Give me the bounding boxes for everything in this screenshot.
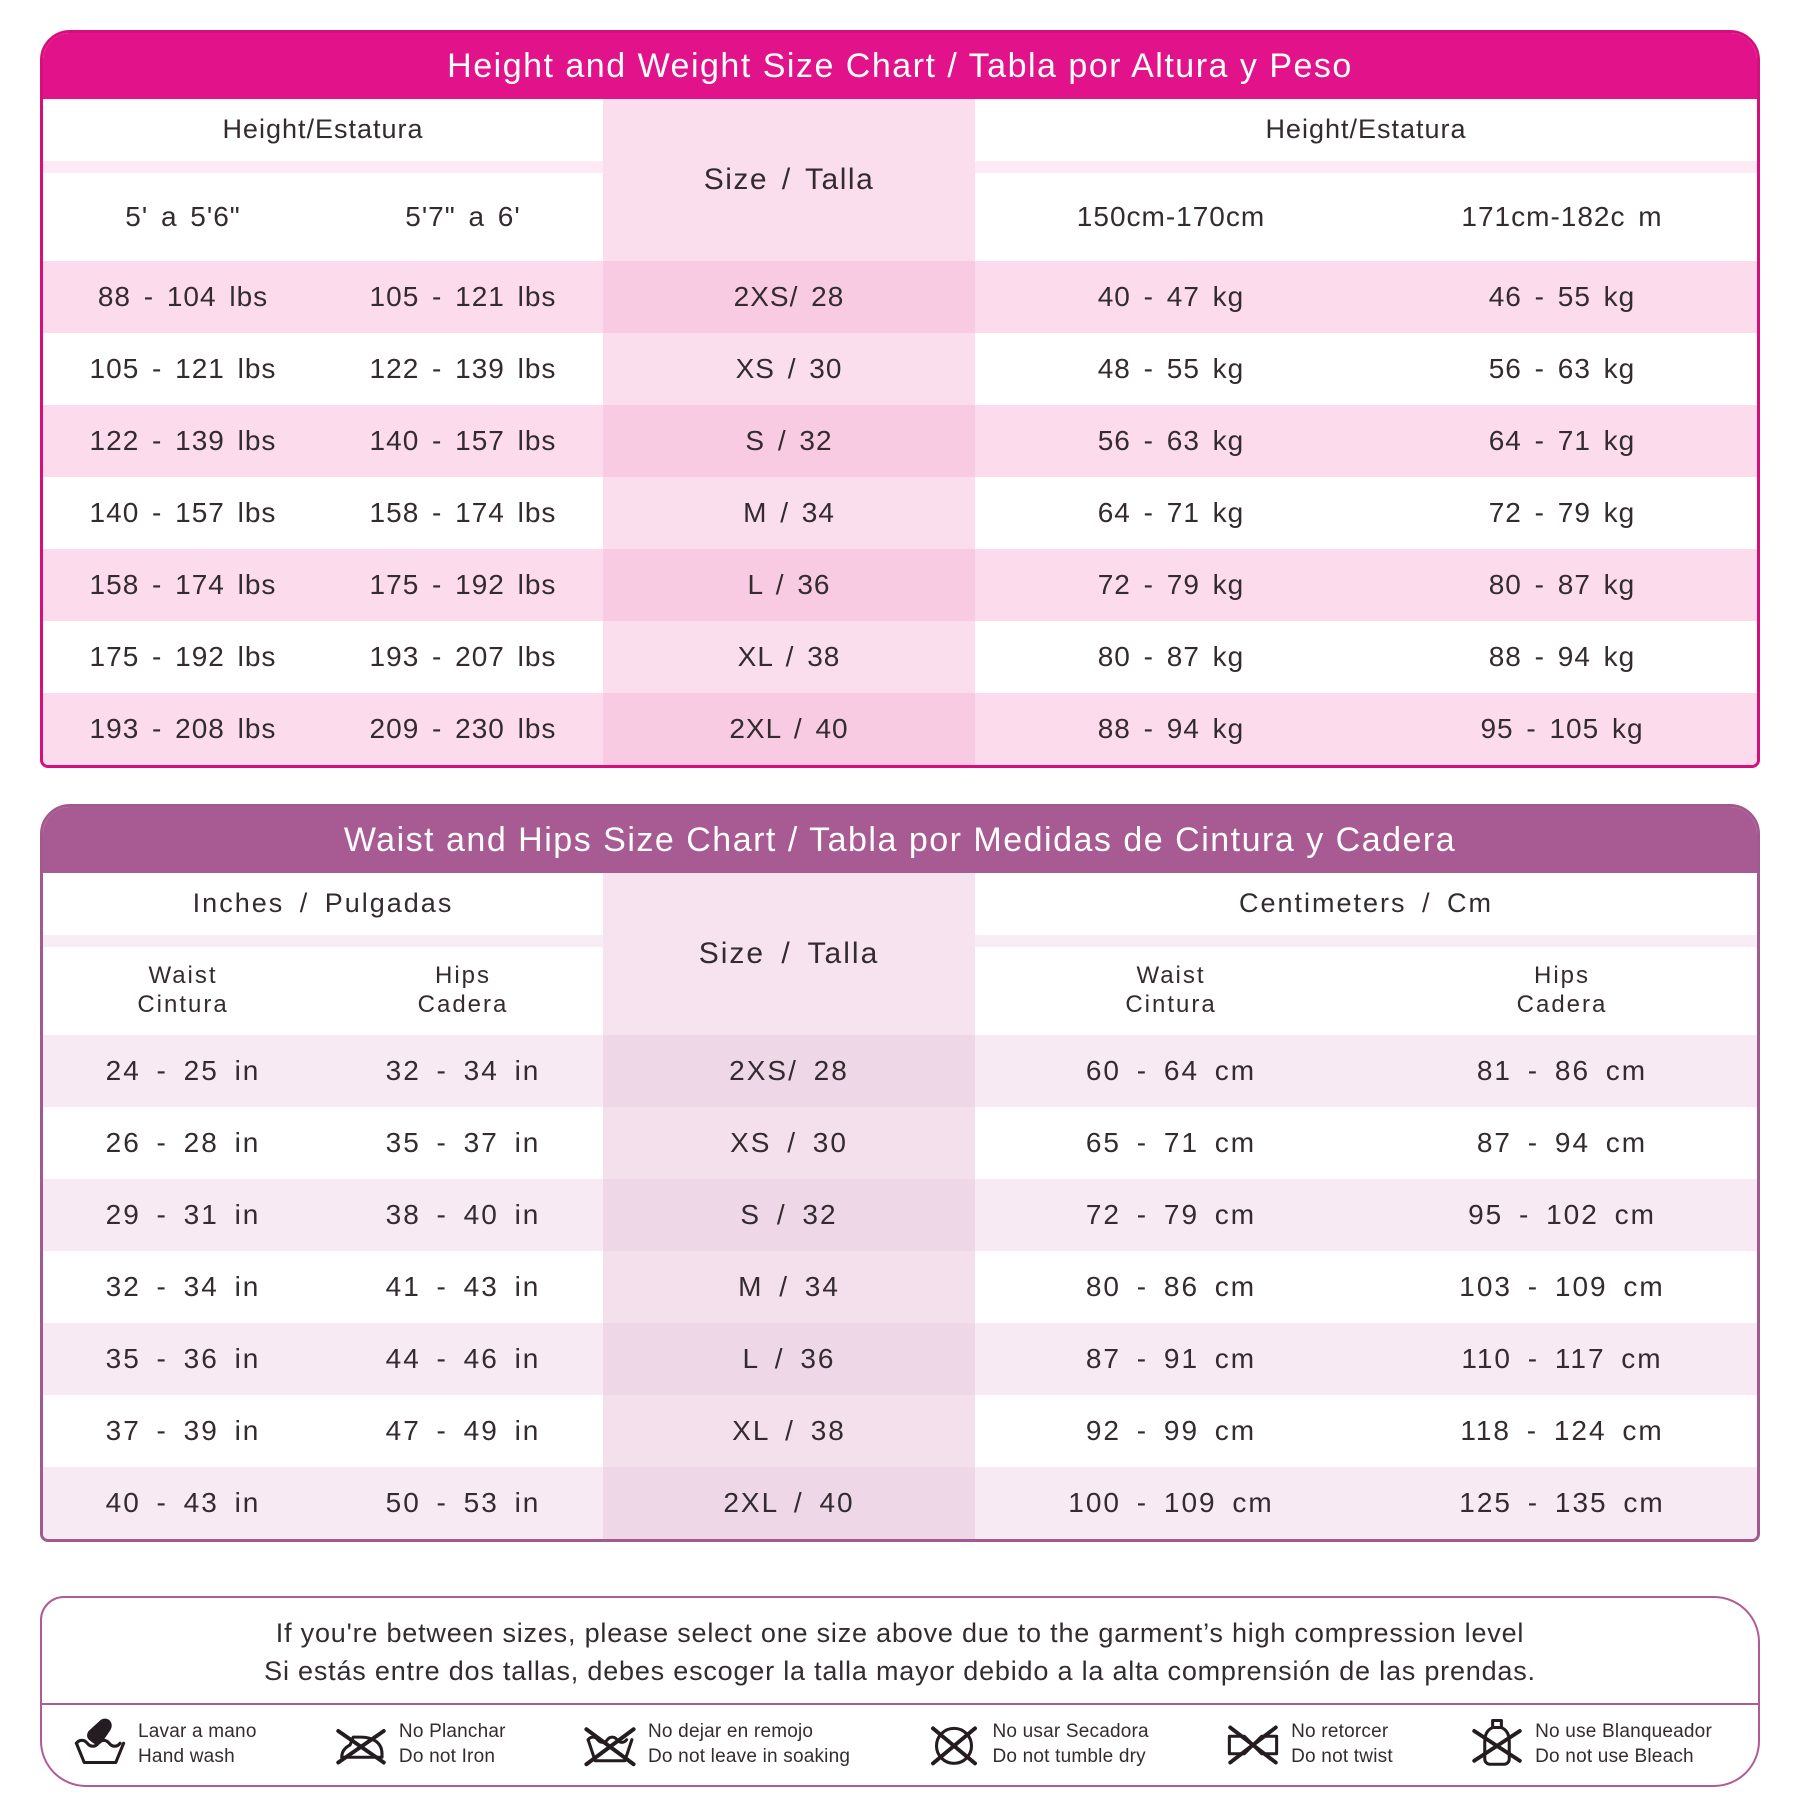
cm-range-cell: 110 - 117 cm [1367, 1323, 1757, 1395]
lbs-range-cell: 175 - 192 lbs [89, 640, 277, 672]
sub-header-line: Cintura [1125, 991, 1217, 1018]
kg-range-cell: 88 - 94 kg [975, 693, 1367, 765]
cm-range-cell: 81 - 86 cm [1367, 1035, 1757, 1107]
lbs-range-cell: 193 - 208 lbs [43, 693, 323, 765]
size-cell: XS / 30 [603, 1107, 975, 1179]
lbs-range-cell: 105 - 121 lbs [89, 352, 277, 384]
group-header-inches: Inches / Pulgadas [43, 873, 603, 947]
sub-header-line: Cadera [1516, 991, 1608, 1018]
inches-range-cell: 32 - 34 in [323, 1035, 603, 1107]
size-cell: S / 32 [603, 405, 975, 477]
care-label-en: Do not tumble dry [992, 1745, 1146, 1767]
care-item-do-not-soak [582, 1717, 850, 1773]
inches-range-cell: 32 - 34 in [105, 1270, 261, 1302]
size-cell: M / 34 [603, 1251, 975, 1323]
sub-header-height-range: 171cm-182c m [1461, 200, 1663, 232]
inches-range-cell: 37 - 39 in [105, 1414, 261, 1446]
do-not-tumble-dry-icon [926, 1717, 982, 1773]
inches-range-cell: 29 - 31 in [43, 1179, 323, 1251]
height-weight-grid [43, 99, 1757, 765]
lbs-range-cell: 88 - 104 lbs [43, 261, 323, 333]
care-item-do-not-tumble-dry [926, 1717, 1148, 1773]
inches-range-cell: 24 - 25 in [43, 1035, 323, 1107]
size-cell: 2XL / 40 [603, 1467, 975, 1539]
inches-range-cell: 44 - 46 in [323, 1323, 603, 1395]
sub-header-waist [975, 947, 1367, 1035]
inches-range-cell: 41 - 43 in [385, 1270, 541, 1302]
cm-range-cell: 100 - 109 cm [975, 1467, 1367, 1539]
care-item-do-not-bleach [1469, 1717, 1712, 1773]
lbs-range-cell: 122 - 139 lbs [369, 352, 557, 384]
sub-header-height-range: 5' a 5'6" [125, 200, 241, 232]
kg-range-cell: 72 - 79 kg [1488, 496, 1636, 528]
sizing-note-spanish: Si estás entre dos tallas, debes escoger la talla mayor debido a la alta comprensión de las prendas. [264, 1656, 1536, 1687]
group-header-centimeters: Centimeters / Cm [975, 873, 1757, 947]
kg-range-cell: 56 - 63 kg [975, 405, 1367, 477]
size-cell: XL / 38 [603, 621, 975, 693]
group-header-height-right: Height/Estatura [975, 99, 1757, 173]
care-label-es: No usar Secadora [992, 1720, 1149, 1742]
do-not-twist-icon [1225, 1717, 1281, 1773]
sub-header-height-range: 5'7" a 6' [405, 200, 521, 232]
cm-range-cell: 87 - 94 cm [1476, 1126, 1648, 1158]
lbs-range-cell: 140 - 157 lbs [89, 496, 277, 528]
kg-range-cell: 46 - 55 kg [1367, 261, 1757, 333]
care-label-en: Do not twist [1291, 1745, 1393, 1767]
size-cell: L / 36 [603, 1323, 975, 1395]
lbs-range-cell: 105 - 121 lbs [323, 261, 603, 333]
sub-header-line: Waist [1136, 962, 1206, 990]
sub-header-line: Waist [148, 962, 218, 990]
cm-range-cell: 95 - 102 cm [1367, 1179, 1757, 1251]
sub-header-line: Cintura [137, 991, 229, 1018]
size-cell: M / 34 [603, 477, 975, 549]
kg-range-cell: 64 - 71 kg [1367, 405, 1757, 477]
waist-hips-grid [43, 873, 1757, 1539]
lbs-range-cell: 175 - 192 lbs [323, 549, 603, 621]
lbs-range-cell: 122 - 139 lbs [43, 405, 323, 477]
sub-header-height-range: 150cm-170cm [1076, 200, 1266, 232]
cm-range-cell: 118 - 124 cm [1460, 1414, 1664, 1446]
kg-range-cell: 80 - 87 kg [1097, 640, 1245, 672]
size-cell: 2XL / 40 [603, 693, 975, 765]
care-label-en: Do not Iron [398, 1745, 496, 1767]
lbs-range-cell: 193 - 207 lbs [369, 640, 557, 672]
care-label-es: No use Blanqueador [1535, 1720, 1712, 1742]
size-cell: 2XS/ 28 [603, 261, 975, 333]
care-item-do-not-twist [1225, 1717, 1393, 1773]
size-cell: XS / 30 [603, 333, 975, 405]
do-not-iron-icon [333, 1717, 389, 1773]
sizing-note-english: If you're between sizes, please select one size above due to the garment’s high compression level [275, 1618, 1525, 1648]
kg-range-cell: 48 - 55 kg [1097, 352, 1245, 384]
inches-range-cell: 40 - 43 in [43, 1467, 323, 1539]
sizing-note [42, 1598, 1758, 1703]
sub-header-line: Hips [1533, 962, 1590, 990]
care-label-en: Do not leave in soaking [648, 1745, 851, 1767]
care-item-hand-wash [72, 1717, 257, 1773]
care-label-es: No dejar en remojo [648, 1720, 814, 1742]
cm-range-cell: 92 - 99 cm [1085, 1414, 1257, 1446]
kg-range-cell: 40 - 47 kg [975, 261, 1367, 333]
do-not-soak-icon [582, 1717, 638, 1773]
care-label-en: Do not use Bleach [1535, 1745, 1694, 1767]
sub-header-hips [1367, 947, 1757, 1035]
care-item-do-not-iron [333, 1717, 506, 1773]
size-column-header: Size / Talla [603, 873, 975, 1035]
inches-range-cell: 47 - 49 in [385, 1414, 541, 1446]
care-label-en: Hand wash [138, 1745, 235, 1767]
height-weight-size-chart [40, 30, 1760, 768]
care-label [992, 1720, 1148, 1769]
kg-range-cell: 64 - 71 kg [1097, 496, 1245, 528]
sub-header-hips [323, 947, 603, 1035]
height-weight-title-bar: Height and Weight Size Chart / Tabla por Altura y Peso [43, 33, 1757, 99]
inches-range-cell: 35 - 37 in [385, 1126, 541, 1158]
care-label [399, 1720, 506, 1769]
waist-hips-size-chart [40, 804, 1760, 1542]
inches-range-cell: 38 - 40 in [323, 1179, 603, 1251]
care-label [1291, 1720, 1393, 1769]
kg-range-cell: 56 - 63 kg [1488, 352, 1636, 384]
waist-hips-title-bar: Waist and Hips Size Chart / Tabla por Medidas de Cintura y Cadera [43, 807, 1757, 873]
kg-range-cell: 95 - 105 kg [1367, 693, 1757, 765]
hand-wash-icon [72, 1717, 128, 1773]
cm-range-cell: 125 - 135 cm [1367, 1467, 1757, 1539]
cm-range-cell: 65 - 71 cm [1085, 1126, 1257, 1158]
cm-range-cell: 80 - 86 cm [1085, 1270, 1257, 1302]
cm-range-cell: 72 - 79 cm [975, 1179, 1367, 1251]
sub-header-line: Cadera [417, 991, 509, 1018]
lbs-range-cell: 140 - 157 lbs [323, 405, 603, 477]
care-instructions-row [42, 1703, 1758, 1785]
care-label-es: No Planchar [398, 1720, 506, 1742]
care-label [138, 1720, 257, 1769]
cm-range-cell: 103 - 109 cm [1459, 1270, 1665, 1302]
cm-range-cell: 60 - 64 cm [975, 1035, 1367, 1107]
lbs-range-cell: 209 - 230 lbs [323, 693, 603, 765]
sub-header-waist [43, 947, 323, 1035]
size-cell: XL / 38 [603, 1395, 975, 1467]
size-column-header: Size / Talla [603, 99, 975, 261]
size-cell: 2XS/ 28 [603, 1035, 975, 1107]
care-label [1535, 1720, 1712, 1769]
size-cell: L / 36 [603, 549, 975, 621]
kg-range-cell: 88 - 94 kg [1488, 640, 1636, 672]
inches-range-cell: 50 - 53 in [323, 1467, 603, 1539]
kg-range-cell: 80 - 87 kg [1367, 549, 1757, 621]
sub-header-line: Hips [434, 962, 491, 990]
care-label-es: No retorcer [1291, 1720, 1389, 1742]
lbs-range-cell: 158 - 174 lbs [369, 496, 557, 528]
group-header-height-left: Height/Estatura [43, 99, 603, 173]
inches-range-cell: 35 - 36 in [43, 1323, 323, 1395]
care-label-es: Lavar a mano [138, 1720, 257, 1742]
sizing-note-card [40, 1596, 1760, 1787]
lbs-range-cell: 158 - 174 lbs [43, 549, 323, 621]
care-label [648, 1720, 850, 1769]
size-cell: S / 32 [603, 1179, 975, 1251]
inches-range-cell: 26 - 28 in [105, 1126, 261, 1158]
do-not-bleach-icon [1469, 1717, 1525, 1773]
cm-range-cell: 87 - 91 cm [975, 1323, 1367, 1395]
kg-range-cell: 72 - 79 kg [975, 549, 1367, 621]
